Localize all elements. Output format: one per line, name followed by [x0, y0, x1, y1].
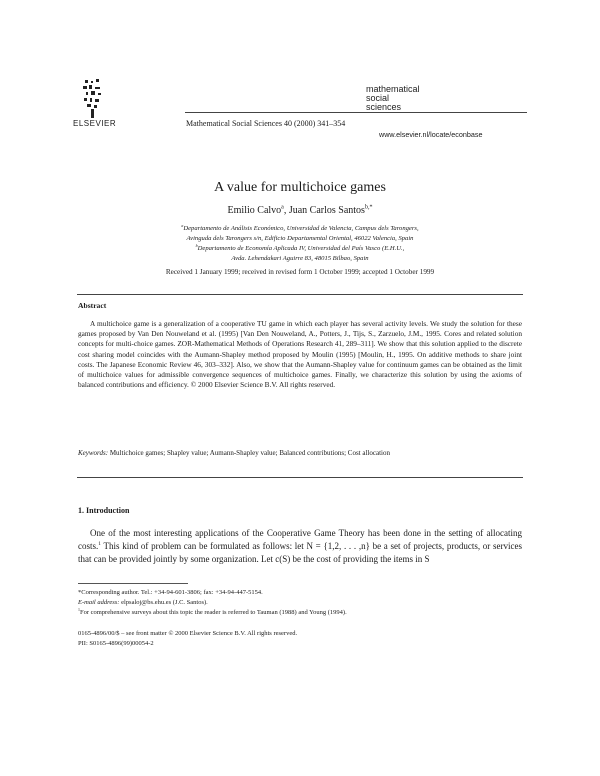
abstract-heading: Abstract	[78, 301, 107, 310]
affiliation-a-line1: Departamento de Análisis Económico, Universidad de Valencia, Campus dels Tarongers,	[183, 225, 419, 232]
keywords-label: Keywords:	[78, 449, 109, 457]
affiliation-a	[0, 224, 600, 243]
elsevier-tree-logo-icon	[79, 76, 107, 124]
abstract-top-rule	[77, 294, 523, 295]
footnote-ref-1[interactable]: 1	[98, 541, 101, 547]
affiliation-a-mark: a	[181, 222, 184, 228]
author-2-affil-mark: b,*	[364, 204, 373, 211]
copyright-line: 0165-4896/00/$ – see front matter © 2000 Elsevier Science B.V. All rights reserved.	[78, 630, 298, 637]
footnote-1-mark: 1	[78, 607, 80, 612]
footnote-1-text: For comprehensive surveys about this topic the reader is referred to Tauman (1988) and Young (1994).	[79, 609, 347, 616]
intro-text-part2: This kind of problem can be formulated as follows: let N = {1,2, . . . ,n} be a set of projects, products, or services that can be provided jointly by some organization. Let c(S) be the cost of providing the items in S	[78, 541, 522, 564]
introduction-text	[78, 527, 522, 566]
authors	[0, 205, 600, 216]
footnote-1	[78, 608, 522, 618]
pii-line: PII: S0165-4896(99)00054-2	[78, 640, 154, 647]
email-address[interactable]: elpsaloj@bs.ehu.es (J.C. Santos).	[119, 599, 208, 606]
corresponding-author-note: *Corresponding author. Tel.: +34-94-601-3806; fax: +34-94-447-5154.	[78, 589, 263, 596]
keywords	[78, 448, 522, 458]
received-dates: Received 1 January 1999; received in revised form 1 October 1999; accepted 1 October 1999	[165, 268, 435, 276]
journal-logo-line-3: sciences	[366, 102, 402, 112]
journal-citation: Mathematical Social Sciences 40 (2000) 341–354	[186, 119, 346, 128]
journal-logo	[366, 85, 433, 112]
intro-text-part1: One of the most interesting applications of the Cooperative Game Theory has been done in the setting of allocating costs.	[78, 528, 522, 551]
journal-logo-line-2: social	[366, 93, 390, 103]
affiliation-b	[0, 244, 600, 263]
author-1-affil-mark: a	[281, 204, 284, 211]
journal-url[interactable]: www.elsevier.nl/locate/econbase	[379, 130, 483, 139]
email-note	[78, 598, 522, 608]
affiliation-a-line2: Avinguda dels Tarongers s/n, Edificio Departamental Oriental, 46022 Valencia, Spain	[186, 234, 414, 242]
paper-title: A value for multichoice games	[214, 180, 386, 195]
keywords-list: Multichoice games; Shapley value; Aumann-Shapley value; Balanced contributions; Cost allocation	[108, 449, 390, 457]
abstract-text: A multichoice game is a generalization of a cooperative TU game in which each player has several activity levels. We study the solution for these games proposed by Van Den Nouweland et al. (1995) [Van Den Nouweland, A., Potters, J., Tijs, S., Zarzuelo, J.M., 1995. Cores and related solution concepts for multi-choice games. ZOR-Mathematical Methods of Operations Research 41, 289–311]. We show that this solution applied to the discrete cost sharing model coincides with the Aumann-Shapley method proposed by Moulin (1995) [Moulin, H., 1995. On additive methods to share joint costs. The Japanese Economic Review 46, 303–332]. Also, we show that the Aumann-Shapley value for continuum games can be obtained as the limit of multichoice values for admissible convergence sequences of multichoice games. Finally, we characterize this solution by using the axioms of balanced contributions and efficiency. © 2000 Elsevier Science B.V. All rights reserved.	[78, 319, 522, 390]
header-rule	[185, 112, 527, 113]
elsevier-label: ELSEVIER	[73, 119, 117, 128]
journal-logo-line-1: mathematical	[366, 84, 420, 94]
affiliation-b-line1: Departamento de Economía Aplicada IV, Universidad del País Vasco (E.H.U.,	[197, 245, 405, 252]
email-label: E-mail address:	[78, 599, 120, 606]
affiliation-b-mark: b	[195, 242, 198, 248]
footnote-rule	[78, 583, 188, 584]
affiliation-b-line2: Avda. Lehendakari Aguirre 83, 48015 Bilbao, Spain	[231, 254, 369, 262]
abstract-bottom-rule	[77, 477, 523, 478]
author-1: Emilio Calvo	[227, 205, 282, 216]
section-heading-introduction: 1. Introduction	[78, 506, 130, 515]
author-2: , Juan Carlos Santos	[283, 205, 365, 216]
